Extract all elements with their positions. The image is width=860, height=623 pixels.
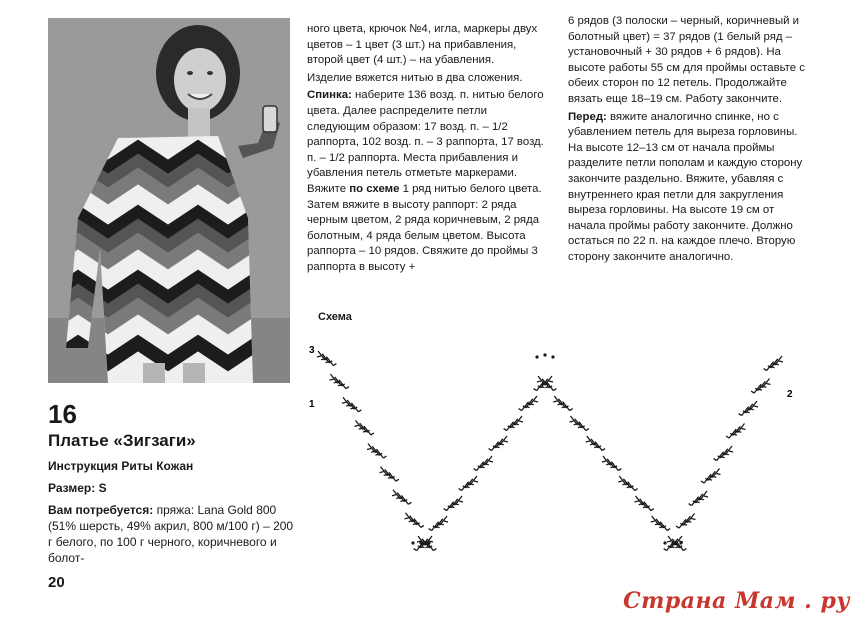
back-text-bold: по схеме — [349, 182, 400, 195]
row-label: 1 — [309, 399, 315, 410]
author — [48, 458, 298, 474]
watermark: Страна Мам . ру — [623, 588, 850, 614]
woman-in-zigzag-dress-photo-icon — [48, 18, 290, 383]
instructions-column-3 — [568, 14, 813, 268]
pattern-info — [48, 400, 298, 566]
materials-text: пряжа: Lana Gold 800 (51% шерсть, 49% акрил, 800 м/100 г) – 200 г белого, по 100 г черного, коричневого и болот- — [48, 503, 294, 565]
front-label: Перед: — [568, 110, 607, 123]
size-label: Размер: — [48, 481, 96, 495]
front-instructions — [568, 110, 813, 266]
back-instructions — [307, 88, 552, 275]
paragraph: ного цвета, крючок №4, игла, маркеры двух цветов – 1 цвет (3 шт.) на прибавления, второй цвет (4 шт.) – на убавления. — [307, 23, 538, 67]
author-text: Инструкция Риты Кожан — [48, 459, 194, 473]
chain-dot — [679, 541, 682, 544]
pattern-title: Платье «Зигзаги» — [48, 431, 196, 450]
materials — [48, 502, 298, 566]
chain-dot — [551, 355, 554, 358]
chart-canvas — [305, 335, 795, 555]
chain-dot — [427, 541, 430, 544]
page-number: 20 — [48, 574, 65, 591]
chain-dot — [419, 541, 422, 544]
size — [48, 480, 298, 496]
chain-dot — [663, 541, 666, 544]
size-value: S — [98, 481, 107, 495]
paragraph: 6 рядов (3 полоски – черный, коричневый и болотный цвет) = 37 рядов (1 белый ряд – установочный + 30 рядов + 6 рядов). На высоте работы 55 см для проймы оставьте с обеих сторон по 12 петель. Продолжайте вязать еще 18–19 см. Работу закончите. — [568, 15, 805, 105]
front-text: вяжите аналогично спинке, но с убавлением петель для выреза горловины. На высоте 12–13 см от начала проймы разделите петли пополам и каждую сторону закончите раздельно. Вяжите, убавляя с внутреннего края петли для закругления выреза горловины. На высоте 19 см от начала проймы работу закончите. Должно остаться по 22 п. на каждое плечо. Вторую сторону закончите аналогично. — [568, 110, 803, 263]
chain-dot — [535, 355, 538, 358]
paragraph: Изделие вяжется нитью в два сложения. — [307, 71, 523, 84]
chain-dot — [671, 541, 674, 544]
chain-dot — [543, 353, 546, 356]
instructions-column-2 — [307, 22, 552, 278]
materials-label: Вам потребуется: — [48, 503, 154, 517]
chain-dot — [411, 541, 414, 544]
back-text-a: наберите 136 возд. п. нитью белого цвета. Далее распределите петли следующим образом: 17 возд. п. – 1/2 раппорта, 102 возд. п. – 3 раппорта, 17 возд. п. – 1/2 раппорта. Места прибавления и убавления петель отметьте маркерами. Вяжите — [307, 89, 544, 195]
back-label: Спинка: — [307, 89, 352, 102]
back-text-b: 1 ряд нитью белого цвета. Затем вяжите в высоту раппорт: 2 ряда черным цветом, 2 ряда коричневым, 2 ряда болотным, 4 ряда белым цветом. Высота раппорта – 10 рядов. Свяжите до проймы 3 раппорта в высоту + — [307, 182, 542, 273]
row-label: 2 — [787, 389, 793, 400]
scheme-label: Схема — [318, 311, 352, 323]
row-label: 3 — [309, 345, 315, 356]
dress-photo — [48, 18, 290, 383]
crochet-zigzag-chart-icon — [305, 335, 795, 560]
pattern-number: 16 — [48, 399, 77, 429]
